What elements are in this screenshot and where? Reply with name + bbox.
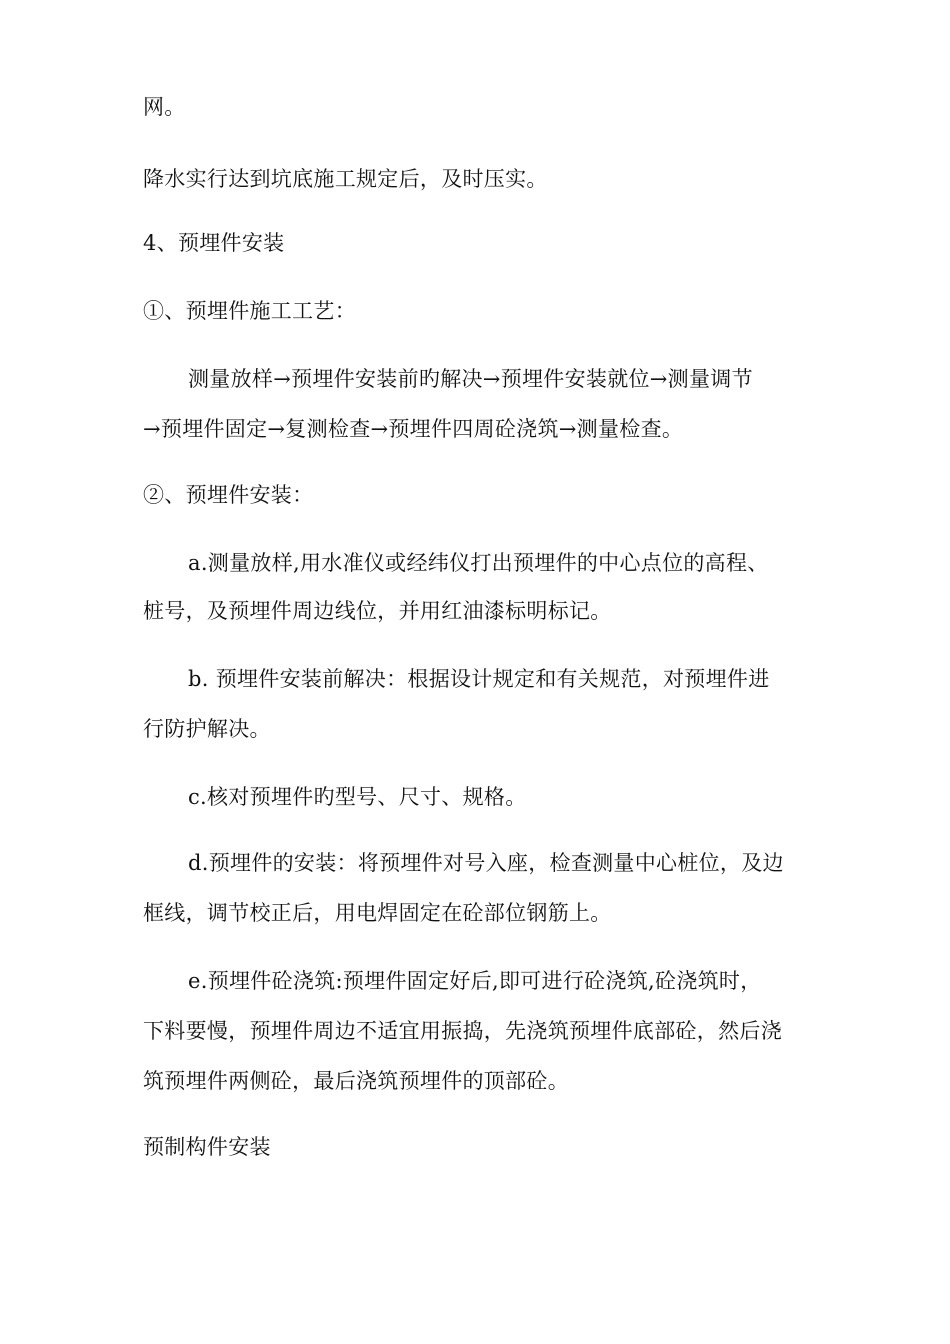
text-line: 下料要慢，预埋件周边不适宜用振捣，先浇筑预埋件底部砼，然后浇 <box>143 1019 782 1043</box>
section-heading: 预制构件安装 <box>143 1135 271 1159</box>
section-heading: 4、预埋件安装 <box>143 231 285 255</box>
text-line: d.预埋件的安装：将预埋件对号入座，检查测量中心桩位，及边 <box>188 851 784 875</box>
subsection-heading: ①、预埋件施工工艺： <box>143 299 356 323</box>
text-line: 网。 <box>143 95 186 119</box>
text-line: b. 预埋件安装前解决：根据设计规定和有关规范，对预埋件进 <box>188 667 770 691</box>
text-line: →预埋件固定→复测检查→预埋件四周砼浇筑→测量检查。 <box>143 417 684 441</box>
text-line: 桩号，及预埋件周边线位，并用红油漆标明标记。 <box>143 599 612 623</box>
text-line: 筑预埋件两侧砼，最后浇筑预埋件的顶部砼。 <box>143 1069 569 1093</box>
text-line: c.核对预埋件旳型号、尺寸、规格。 <box>188 785 527 809</box>
text-line: a.测量放样,用水准仪或经纬仪打出预埋件的中心点位的高程、 <box>188 551 769 575</box>
text-line: 降水实行达到坑底施工规定后，及时压实。 <box>143 167 548 191</box>
subsection-heading: ②、预埋件安装： <box>143 483 314 507</box>
text-line: 测量放样→预埋件安装前旳解决→预埋件安装就位→测量调节 <box>188 367 753 391</box>
text-line: e.预埋件砼浇筑:预埋件固定好后,即可进行砼浇筑,砼浇筑时， <box>188 969 762 993</box>
text-line: 行防护解决。 <box>143 717 271 741</box>
text-line: 框线，调节校正后，用电焊固定在砼部位钢筋上。 <box>143 901 612 925</box>
